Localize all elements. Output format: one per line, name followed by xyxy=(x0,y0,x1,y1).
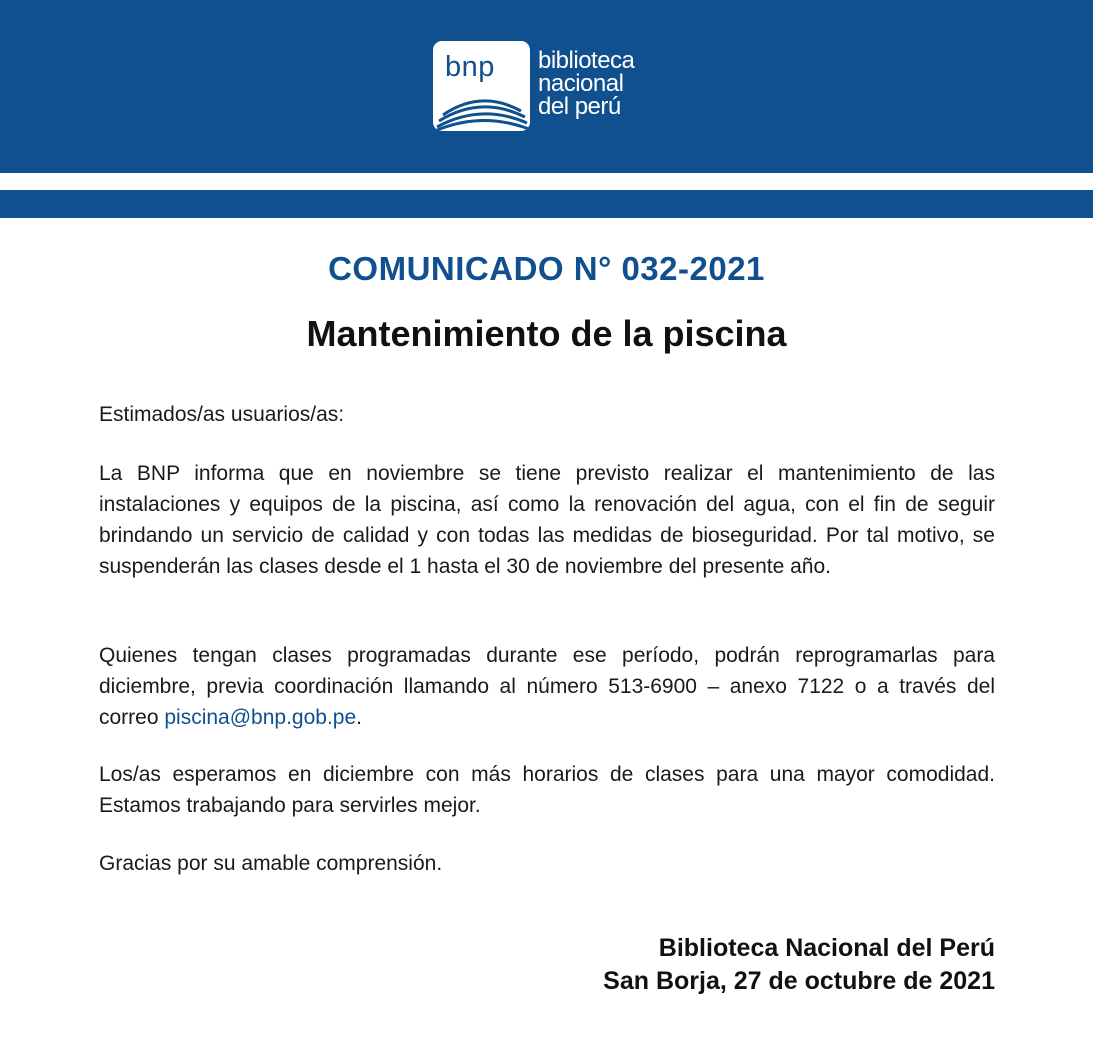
header-stripe xyxy=(0,190,1093,218)
logo-line-2: nacional xyxy=(538,70,624,97)
logo-abbreviation: bnp xyxy=(445,51,495,83)
paragraph-maintenance: La BNP informa que en noviembre se tiene previsto realizar el mantenimiento de las instalaciones y equipos de la piscina, así como la renovación del agua, con el fin de seguir brindando un servicio de calidad y con todas las medidas de bioseguridad. Por tal motivo, se suspenderán las clases desde el 1 hasta el 30 de noviembre del presente año. xyxy=(99,462,995,578)
logo-wordmark xyxy=(538,49,634,118)
logo-line-3: del perú xyxy=(538,93,621,120)
logo-badge xyxy=(433,41,530,131)
email-link[interactable]: piscina@bnp.gob.pe xyxy=(164,706,357,729)
communique-number: COMUNICADO N° 032-2021 xyxy=(328,250,765,287)
paragraph-reschedule-text: Quienes tengan clases programadas durante ese período, podrán reprogramarlas para diciembre, previa coordinación llamando al número 513-6900 – anexo 7122 o a través del correo xyxy=(99,644,995,729)
greeting: Estimados/as usuarios/as: xyxy=(99,403,345,426)
logo-line-1: biblioteca xyxy=(538,47,635,74)
signature-institution: Biblioteca Nacional del Perú xyxy=(658,934,995,962)
paragraph-reschedule xyxy=(99,640,995,733)
paragraph-december: Los/as esperamos en diciembre con más horarios de clases para una mayor comodidad. Estamos trabajando para servirles mejor. xyxy=(99,763,995,817)
header-banner xyxy=(0,0,1093,173)
signature-block xyxy=(603,932,995,998)
signature-place-date: San Borja, 27 de octubre de 2021 xyxy=(603,967,995,995)
book-waves-icon xyxy=(433,85,530,131)
paragraph-reschedule-end: . xyxy=(356,706,362,729)
bnp-logo xyxy=(433,41,673,133)
communique-title: Mantenimiento de la piscina xyxy=(306,313,787,354)
paragraph-thanks: Gracias por su amable comprensión. xyxy=(99,852,443,875)
